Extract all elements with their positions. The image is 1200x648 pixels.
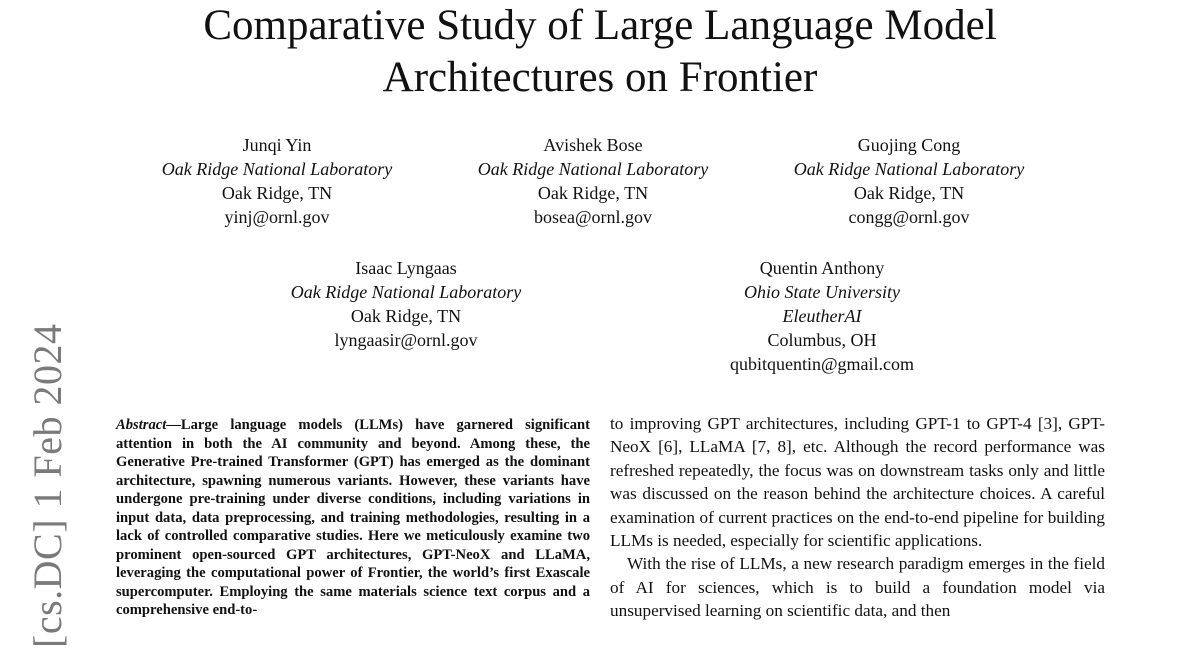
- title-line-1: Comparative Study of Large Language Model: [203, 2, 997, 49]
- author-email: bosea@ornl.gov: [533, 207, 653, 227]
- abstract-paragraph: [116, 416, 590, 620]
- paper-title: [0, 0, 1200, 104]
- body-paragraph-2: With the rise of LLMs, a new research paradigm emerges in the field of AI for sciences, which is to build a foundation model via unsupervised learning on scientific data, and then: [610, 554, 1105, 621]
- author-affiliation: Oak Ridge National Laboratory: [477, 159, 709, 179]
- arxiv-side-stamp: [cs.DC] 1 Feb 2024: [25, 323, 70, 648]
- author-affiliation: Ohio State University: [744, 282, 900, 302]
- body-paragraph-1: to improving GPT architectures, including GPT-1 to GPT-4 [3], GPT-NeoX [6], LLaMA [7, 8], etc. Although the record performance was refreshed repeatedly, the focus was on downstream tasks only and little was discussed on the reason behind the architecture choices. A careful examination of current practices on the end-to-end pipeline for building LLMs is needed, especially for scientific applications.: [610, 414, 1105, 551]
- author-location: Oak Ridge, TN: [853, 183, 965, 203]
- body-column-right: [610, 412, 1105, 623]
- author-affiliation-secondary: EleutherAI: [782, 306, 862, 326]
- author-name: Quentin Anthony: [759, 258, 885, 278]
- author-name: Guojing Cong: [857, 135, 961, 155]
- abstract-text: —Large language models (LLMs) have garnered significant attention in both the AI community and beyond. Among these, the Generative Pre-trained Transformer (GPT) has emerged as the dominant architecture, spawning numerous variants. However, these variants have undergone pre-training under diverse conditions, including variations in input data, data preprocessing, and training methodologies, resulting in a lack of controlled comparative studies. Here we meticulously examine two prominent open-sourced GPT architectures, GPT-NeoX and LLaMA, leveraging the computational power of Frontier, the world’s first Exascale supercomputer. Employing the same materials science text corpus and a comprehensive end-to-: [116, 417, 590, 618]
- author-block-5: [662, 256, 982, 376]
- author-name: Isaac Lyngaas: [355, 258, 457, 278]
- author-name: Avishek Bose: [543, 135, 643, 155]
- author-email: qubitquentin@gmail.com: [729, 354, 915, 374]
- abstract-label: Abstract: [116, 417, 167, 433]
- author-location: Oak Ridge, TN: [350, 306, 462, 326]
- author-email: yinj@ornl.gov: [224, 207, 330, 227]
- author-location: Oak Ridge, TN: [537, 183, 649, 203]
- author-email: lyngaasir@ornl.gov: [334, 330, 478, 350]
- author-name: Junqi Yin: [242, 135, 312, 155]
- title-line-2: Architectures on Frontier: [382, 54, 818, 101]
- author-block-2: [433, 133, 753, 229]
- author-block-3: [749, 133, 1069, 229]
- author-affiliation: Oak Ridge National Laboratory: [161, 159, 393, 179]
- author-block-1: [117, 133, 437, 229]
- author-block-4: [246, 256, 566, 352]
- author-location: Columbus, OH: [767, 330, 877, 350]
- author-affiliation: Oak Ridge National Laboratory: [793, 159, 1025, 179]
- author-email: congg@ornl.gov: [848, 207, 970, 227]
- author-location: Oak Ridge, TN: [221, 183, 333, 203]
- author-affiliation: Oak Ridge National Laboratory: [290, 282, 522, 302]
